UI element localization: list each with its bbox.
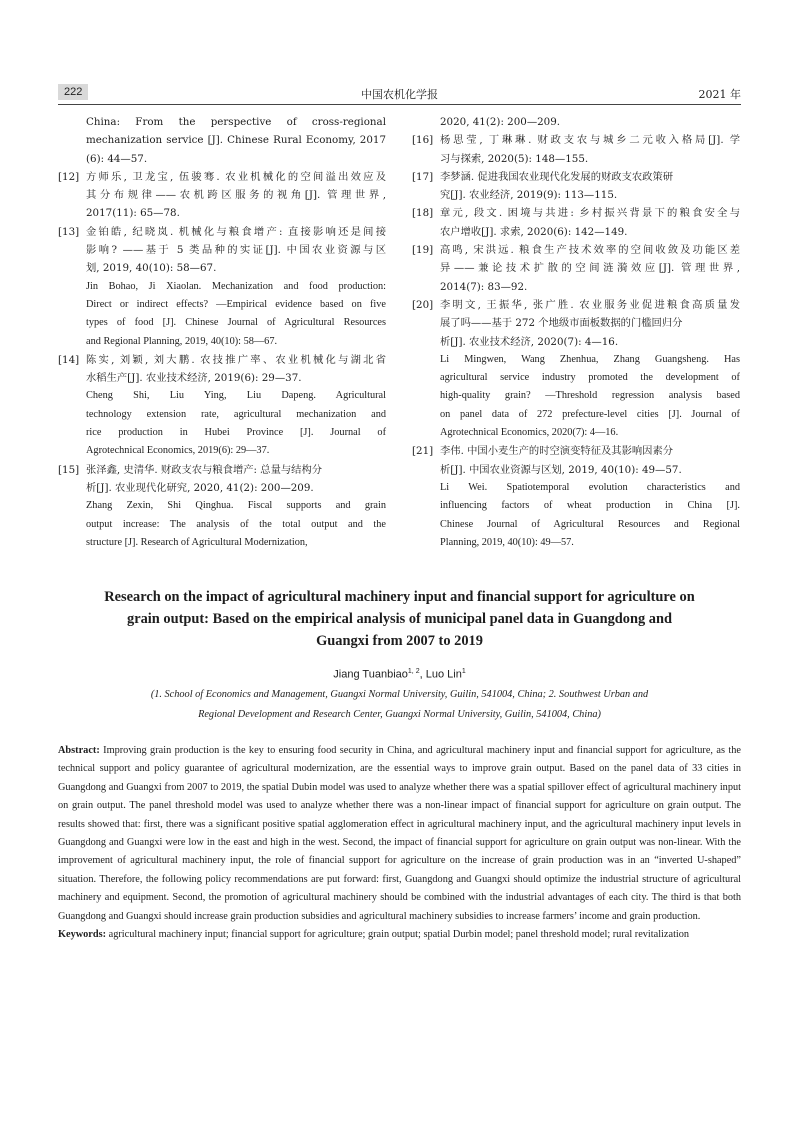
author-list [58, 668, 741, 681]
title-line: grain output: Based on the empirical analysis of municipal panel data in Guangdong and [127, 611, 672, 627]
reference-line: Planning, 2019, 40(10): 49—57. [440, 536, 574, 548]
reference-line: 2017(11): 65—78. [86, 207, 180, 220]
reference-line: 金铂皓, 纪晓岚. 机械化与粮食增产: 直接影响还是间接 [86, 225, 386, 238]
abstract-paragraph [58, 742, 741, 926]
reference-line: 高鸣, 宋洪远. 粮食生产技术效率的空间收敛及功能区差 [440, 244, 740, 257]
reference-line: 杨思莹, 丁琳琳. 财政支农与城乡二元收入格局[J]. 学 [440, 134, 740, 147]
english-title-block [58, 586, 741, 725]
reference-line: 其分布规律——农机跨区服务的视角[J]. 管理世界, [86, 189, 386, 202]
reference-text [86, 168, 386, 223]
reference-line: 析[J]. 中国农业资源与区划, 2019, 40(10): 49—57. [440, 463, 682, 476]
keywords-text: agricultural machinery input; financial support for agriculture; grain output; spatial Durbin model; panel threshold model; rural revitalization [108, 929, 690, 941]
reference-line: rice production in Hubei Province [J]. Journal of [86, 427, 386, 439]
reference-line: 2020, 41(2): 200—209. [440, 116, 561, 128]
author-separator: , [419, 668, 426, 681]
reference-number: [12] [58, 170, 80, 183]
reference-entry [58, 351, 386, 461]
reference-entry [412, 204, 740, 241]
reference-line: technology extension rate, agricultural mechanization and [86, 408, 386, 420]
reference-number: [21] [412, 445, 434, 458]
author-name: Jiang Tuanbiao [333, 668, 408, 681]
reference-line: 章元, 段文. 困境与共进: 乡村振兴背景下的粮食安全与 [440, 207, 740, 220]
reference-line: output increase: The analysis of the total output and the [86, 518, 386, 530]
reference-line: on panel data of 272 prefecture-level cities [J]. Journal of [440, 408, 740, 420]
keywords-paragraph [58, 926, 741, 944]
reference-text [440, 241, 740, 296]
reference-line: 张泽鑫, 史清华. 财政支农与粮食增产: 总量与结构分 [86, 463, 323, 476]
reference-entry [412, 241, 740, 296]
reference-text [440, 168, 740, 205]
reference-line: Li Wei. Spatiotemporal evolution characteristics and [440, 481, 740, 493]
reference-entry [412, 168, 740, 205]
title-line: Research on the impact of agricultural machinery input and financial support for agriculture on [104, 589, 695, 605]
reference-line: 展了吗——基于 272 个地级市面板数据的门槛回归分 [440, 317, 683, 330]
publication-year: 2021 年 [698, 88, 741, 101]
keywords-label: Keywords: [58, 929, 107, 941]
continued-reference [58, 113, 386, 168]
reference-line: 异——兼论技术扩散的空间涟漪效应[J]. 管理世界, [440, 262, 740, 275]
author-affiliation-mark: 1 [461, 668, 466, 675]
affiliations [58, 685, 741, 725]
reference-number: [15] [58, 463, 80, 476]
page-number: 222 [58, 84, 88, 100]
reference-line: 析[J]. 农业技术经济, 2020(7): 4—16. [440, 335, 619, 348]
reference-number: [20] [412, 298, 434, 311]
reference-line: 析[J]. 农业现代化研究, 2020, 41(2): 200—209. [86, 481, 314, 494]
reference-text [440, 131, 740, 168]
reference-line: China: From the perspective of cross-regional [86, 116, 386, 128]
reference-text [440, 204, 740, 241]
reference-number: [18] [412, 207, 434, 220]
reference-line: 方师乐, 卫龙宝, 伍骏骞. 农业机械化的空间溢出效应及 [86, 170, 386, 183]
reference-line: mechanization service [J]. Chinese Rural Economy, 2017 [86, 134, 386, 147]
reference-line: 水稻生产[J]. 农业技术经济, 2019(6): 29—37. [86, 372, 302, 385]
reference-line: 李梦涵. 促进我国农业现代化发展的财政支农政策研 [440, 170, 674, 183]
abstract-section [58, 742, 741, 944]
reference-line: influencing factors of wheat production in China [J]. [440, 500, 740, 512]
reference-line: 李伟. 中国小麦生产的时空演变特征及其影响因素分 [440, 445, 674, 458]
reference-number: [16] [412, 134, 434, 147]
reference-text [86, 223, 386, 351]
reference-text [440, 442, 740, 552]
reference-entry [412, 442, 740, 552]
reference-line: high-quality grain? —Threshold regression analysis based [440, 390, 740, 402]
reference-line: and Regional Planning, 2019, 40(10): 58—67. [86, 335, 278, 347]
reference-line: (6): 44—57. [86, 152, 148, 165]
reference-line: 习与探索, 2020(5): 148—155. [440, 152, 589, 165]
author-affiliation-mark: 1, 2 [407, 668, 420, 675]
reference-text [86, 461, 386, 552]
reference-line: Chinese Journal of Agricultural Resources and Regional [440, 518, 740, 530]
reference-line: Zhang Zexin, Shi Qinghua. Fiscal supports and grain [86, 500, 386, 512]
reference-line: Jin Bohao, Ji Xiaolan. Mechanization and food production: [86, 280, 386, 292]
reference-entry [412, 296, 740, 442]
reference-line: 2014(7): 83—92. [440, 280, 528, 293]
right-reference-column [412, 113, 740, 552]
reference-line: Li Mingwen, Wang Zhenhua, Zhang Guangsheng. Has [440, 353, 740, 365]
reference-number: [17] [412, 170, 434, 183]
reference-line: 划, 2019, 40(10): 58—67. [86, 262, 217, 275]
left-reference-column [58, 113, 386, 552]
reference-line: 究[J]. 农业经济, 2019(9): 113—115. [440, 189, 618, 202]
affiliation-line: Regional Development and Research Center, Guangxi Normal University, Guilin, 541004, China) [198, 708, 601, 720]
reference-line: Agrotechnical Economics, 2020(7): 4—16. [440, 427, 619, 439]
reference-entry [58, 168, 386, 223]
continued-reference [412, 113, 740, 131]
reference-line: 农户增收[J]. 求索, 2020(6): 142—149. [440, 225, 628, 238]
english-title [58, 586, 741, 652]
page-header [58, 84, 741, 104]
header-divider [58, 104, 741, 105]
reference-entry [58, 461, 386, 552]
reference-line: 影响? ——基于 5 类品种的实证[J]. 中国农业资源与区 [86, 244, 386, 257]
reference-line: Direct or indirect effects? —Empirical evidence based on five [86, 298, 386, 310]
reference-line: structure [J]. Research of Agricultural Modernization, [86, 536, 308, 548]
reference-line: types of food [J]. Chinese Journal of Agricultural Resources [86, 317, 386, 329]
reference-text [440, 296, 740, 442]
author-name: Luo Lin [425, 668, 462, 681]
abstract-text: Improving grain production is the key to ensuring food security in China, and agricultural machinery input and financial support for agriculture, as the technical support and policy guarantee of agricultural modernization, are the essential ways to improve grain output. Based on the panel data of 33 cities in Guangdong and Guangxi from 2007 to 2019, the spatial Dubin model was used to analyze whether there was a spatial spillover effect of agricultural machinery input on grain output. The panel threshold model was used to analyze whether there was a non-linear impact of financial support for agriculture on grain output. The results showed that: first, there was a significant positive spatial agglomeration effect in agricultural machinery input, and the agricultural machinery input levels in Guangdong and Guangxi were low in the east and high in the west. Second, the impact of financial support for agriculture on grain output was non-linear. With the improvement of agricultural machinery input, the role of financial support for agriculture on the increase of grain production was in an “inverted U-shaped” situation. Therefore, the following policy recommendations are put forward: first, Guangdong and Guangxi should optimize the industrial structure of agricultural machinery and equipment. Second, the promotion of agricultural machinery should be combined with the industrial advantages of each city. The third is that both Guangdong and Guangxi should increase grain production subsidies and agricultural machinery subsidies to increase farmers’ income and grain production. [58, 745, 741, 922]
abstract-label: Abstract: [58, 745, 100, 756]
reference-line: 陈实, 刘颖, 刘大鹏. 农技推广率、农业机械化与湖北省 [86, 353, 386, 366]
affiliation-line: (1. School of Economics and Management, Guangxi Normal University, Guilin, 541004, China; 2. Southwest Urban and [150, 688, 649, 700]
reference-line: 李明文, 王振华, 张广胜. 农业服务业促进粮食高质量发 [440, 298, 740, 311]
title-line: Guangxi from 2007 to 2019 [316, 633, 483, 649]
reference-number: [19] [412, 244, 434, 257]
reference-line: Cheng Shi, Liu Ying, Liu Dapeng. Agricultural [86, 390, 386, 402]
reference-entry [412, 131, 740, 168]
journal-name: 中国农机化学报 [361, 88, 438, 101]
reference-text [86, 351, 386, 461]
reference-line: agricultural service industry promoted the development of [440, 372, 740, 384]
reference-number: [13] [58, 225, 80, 238]
reference-line: Agrotechnical Economics, 2019(6): 29—37. [86, 445, 270, 457]
reference-entry [58, 223, 386, 351]
reference-number: [14] [58, 353, 80, 366]
